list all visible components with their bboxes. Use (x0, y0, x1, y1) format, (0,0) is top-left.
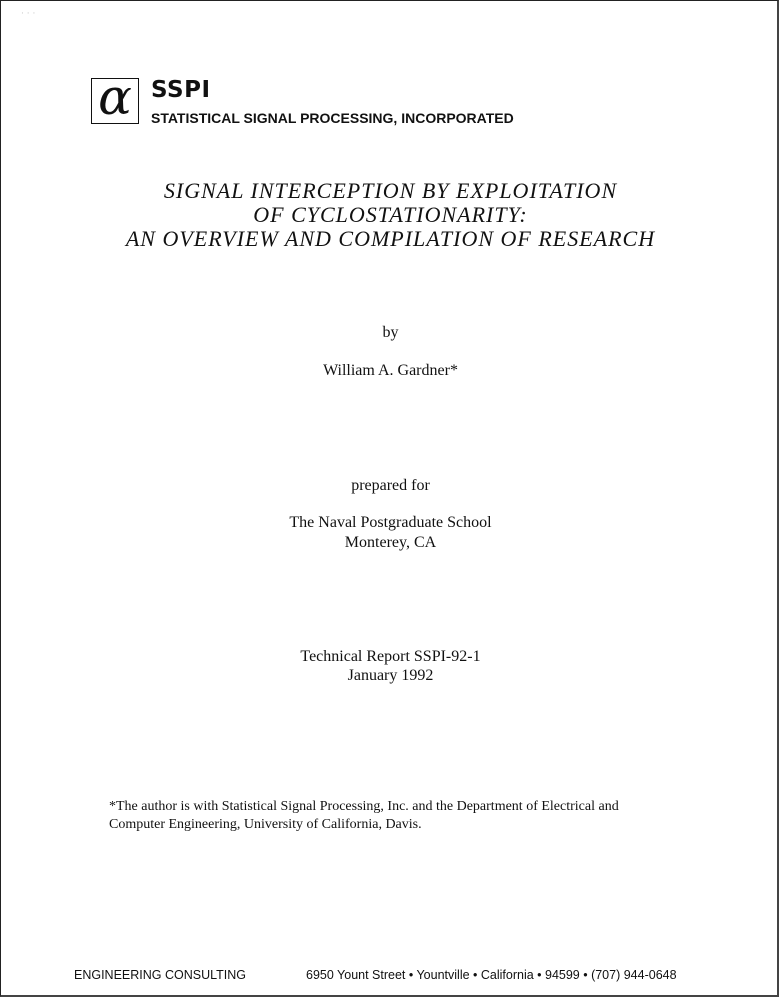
by-label: by (382, 324, 399, 341)
title-line-1: SIGNAL INTERCEPTION BY EXPLOITATION (163, 178, 618, 203)
prepared-for-location: Monterey, CA (344, 534, 437, 551)
alpha-logo-icon (91, 68, 139, 126)
logo-symbol: α (98, 68, 132, 126)
footnote-line-2: Computer Engineering, University of California, Davis. (109, 817, 422, 832)
title-line-2: OF CYCLOSTATIONARITY: (253, 202, 528, 227)
title-line-3: AN OVERVIEW AND COMPILATION OF RESEARCH (125, 226, 656, 251)
scan-artifact: · · · (21, 9, 36, 19)
footer-address: 6950 Yount Street • Yountville • California • 94599 • (707) 944-0648 (306, 968, 677, 982)
author-footnote (109, 798, 619, 834)
footnote-line-1: *The author is with Statistical Signal Processing, Inc. and the Department of Electrical and (109, 799, 619, 814)
report-title (1, 179, 780, 251)
prepared-for-label: prepared for (351, 477, 430, 494)
report-number: Technical Report SSPI-92-1 (300, 648, 481, 665)
author-name: William A. Gardner* (323, 362, 458, 379)
report-date: January 1992 (347, 667, 434, 684)
footer-tagline: ENGINEERING CONSULTING (74, 968, 247, 982)
company-full-name: STATISTICAL SIGNAL PROCESSING, INCORPORATED (151, 110, 514, 126)
company-short-name: SSPI (151, 77, 211, 103)
prepared-for-organization: The Naval Postgraduate School (289, 514, 492, 531)
